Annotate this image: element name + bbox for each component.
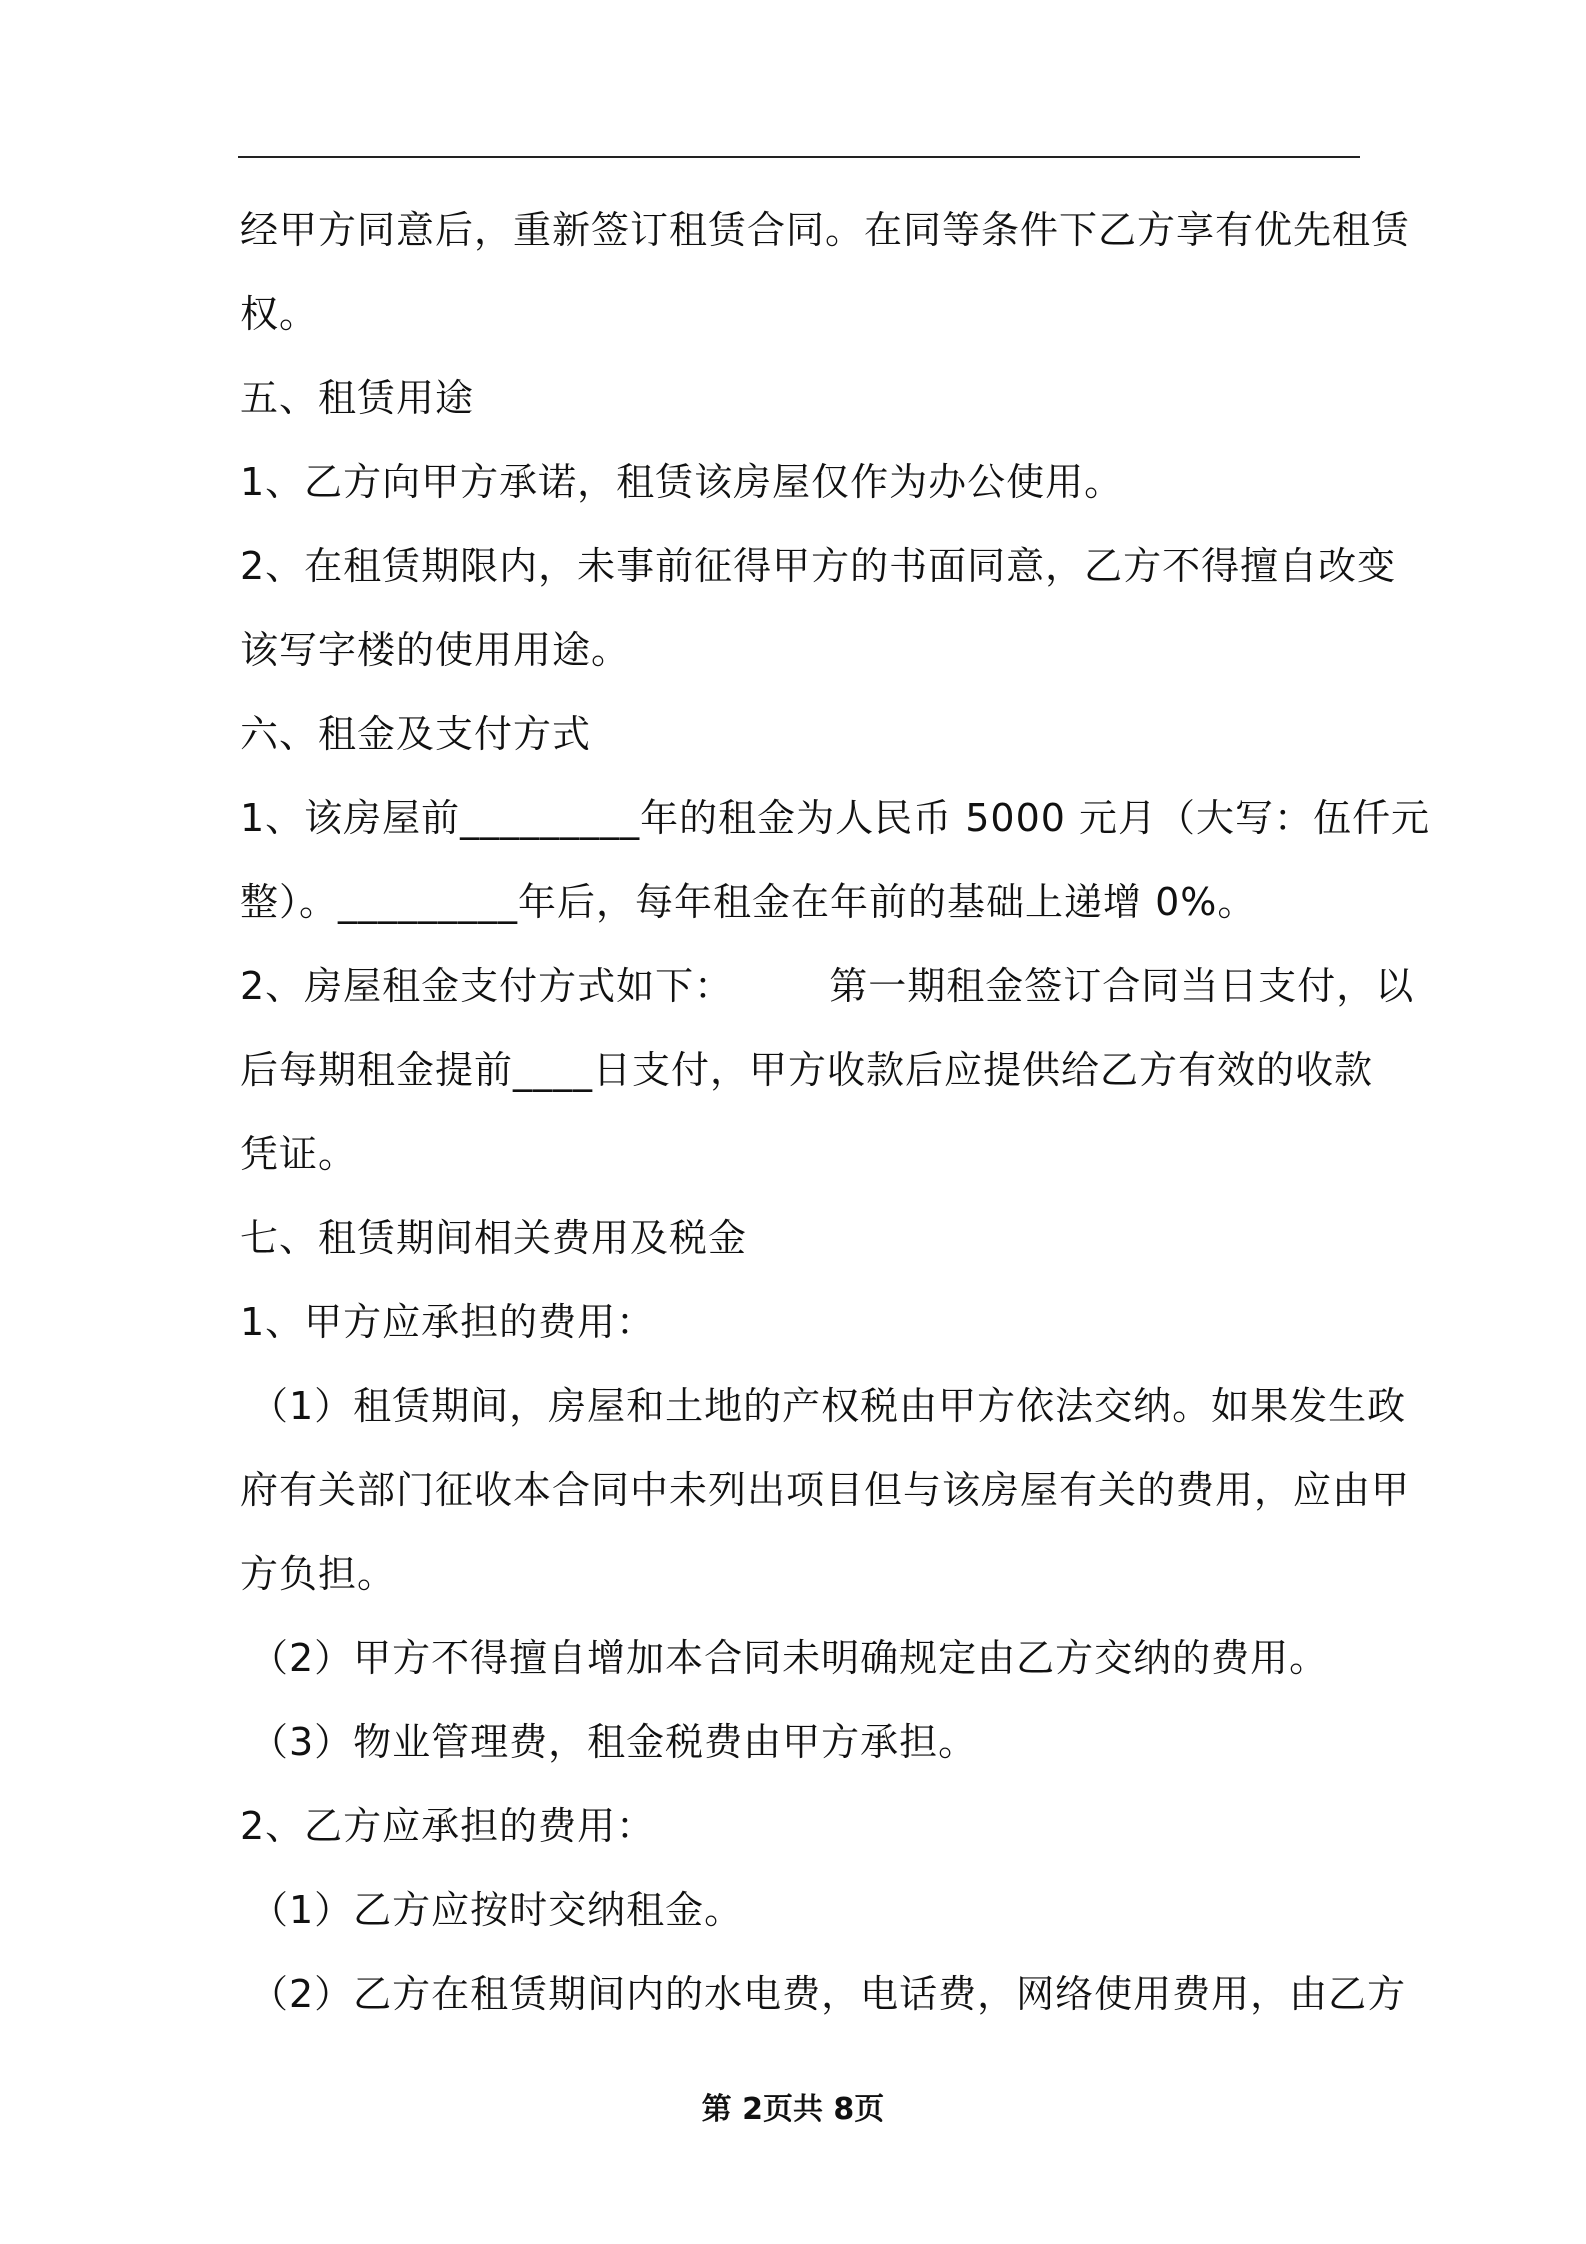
- paragraph-line: 1、该房屋前_________年的租金为人民币 5000 元月（大写：伍仟元: [240, 796, 1431, 840]
- paragraph-line: （3）物业管理费，租金税费由甲方承担。: [250, 1720, 978, 1764]
- paragraph-line: （2）甲方不得擅自增加本合同未明确规定由乙方交纳的费用。: [250, 1636, 1329, 1680]
- paragraph-line: （1）乙方应按时交纳租金。: [250, 1888, 744, 1932]
- paragraph-line: 权。: [240, 292, 319, 336]
- section-heading: 五、租赁用途: [240, 376, 475, 420]
- paragraph-line: [240, 944, 1415, 1028]
- paragraph-line: 凭证。: [240, 1132, 358, 1176]
- paragraph-line: 1、甲方应承担的费用：: [240, 1300, 656, 1344]
- paragraph-line: （2）乙方在租赁期间内的水电费，电话费，网络使用费用，由乙方: [250, 1972, 1407, 2016]
- section-heading: 六、租金及支付方式: [240, 712, 592, 756]
- paragraph-line: 方负担。: [240, 1552, 397, 1596]
- paragraph-line: 2、在租赁期限内，未事前征得甲方的书面同意，乙方不得擅自改变: [240, 544, 1397, 588]
- section-heading: 七、租赁期间相关费用及税金: [240, 1216, 748, 1260]
- paragraph-line: 府有关部门征收本合同中未列出项目但与该房屋有关的费用，应由甲: [240, 1468, 1411, 1512]
- payment-line-suffix: 第一期租金签订合同当日支付，以: [829, 964, 1415, 1008]
- header-rule: [238, 156, 1360, 158]
- payment-line-prefix: 2、房屋租金支付方式如下：: [240, 964, 734, 1008]
- paragraph-line: 后每期租金提前____日支付，甲方收款后应提供给乙方有效的收款: [240, 1048, 1374, 1092]
- paragraph-line: （1）租赁期间，房屋和土地的产权税由甲方依法交纳。如果发生政: [250, 1384, 1407, 1428]
- paragraph-line: 2、乙方应承担的费用：: [240, 1804, 656, 1848]
- paragraph-line: 整）。_________年后，每年租金在年前的基础上递增 0%。: [240, 880, 1257, 924]
- document-body: [240, 188, 1431, 2036]
- paragraph-line: 1、乙方向甲方承诺，租赁该房屋仅作为办公使用。: [240, 460, 1124, 504]
- paragraph-line: 经甲方同意后，重新签订租赁合同。在同等条件下乙方享有优先租赁: [240, 208, 1411, 252]
- paragraph-line: 该写字楼的使用用途。: [240, 628, 631, 672]
- page-number: 第 2页共 8页: [701, 2092, 885, 2127]
